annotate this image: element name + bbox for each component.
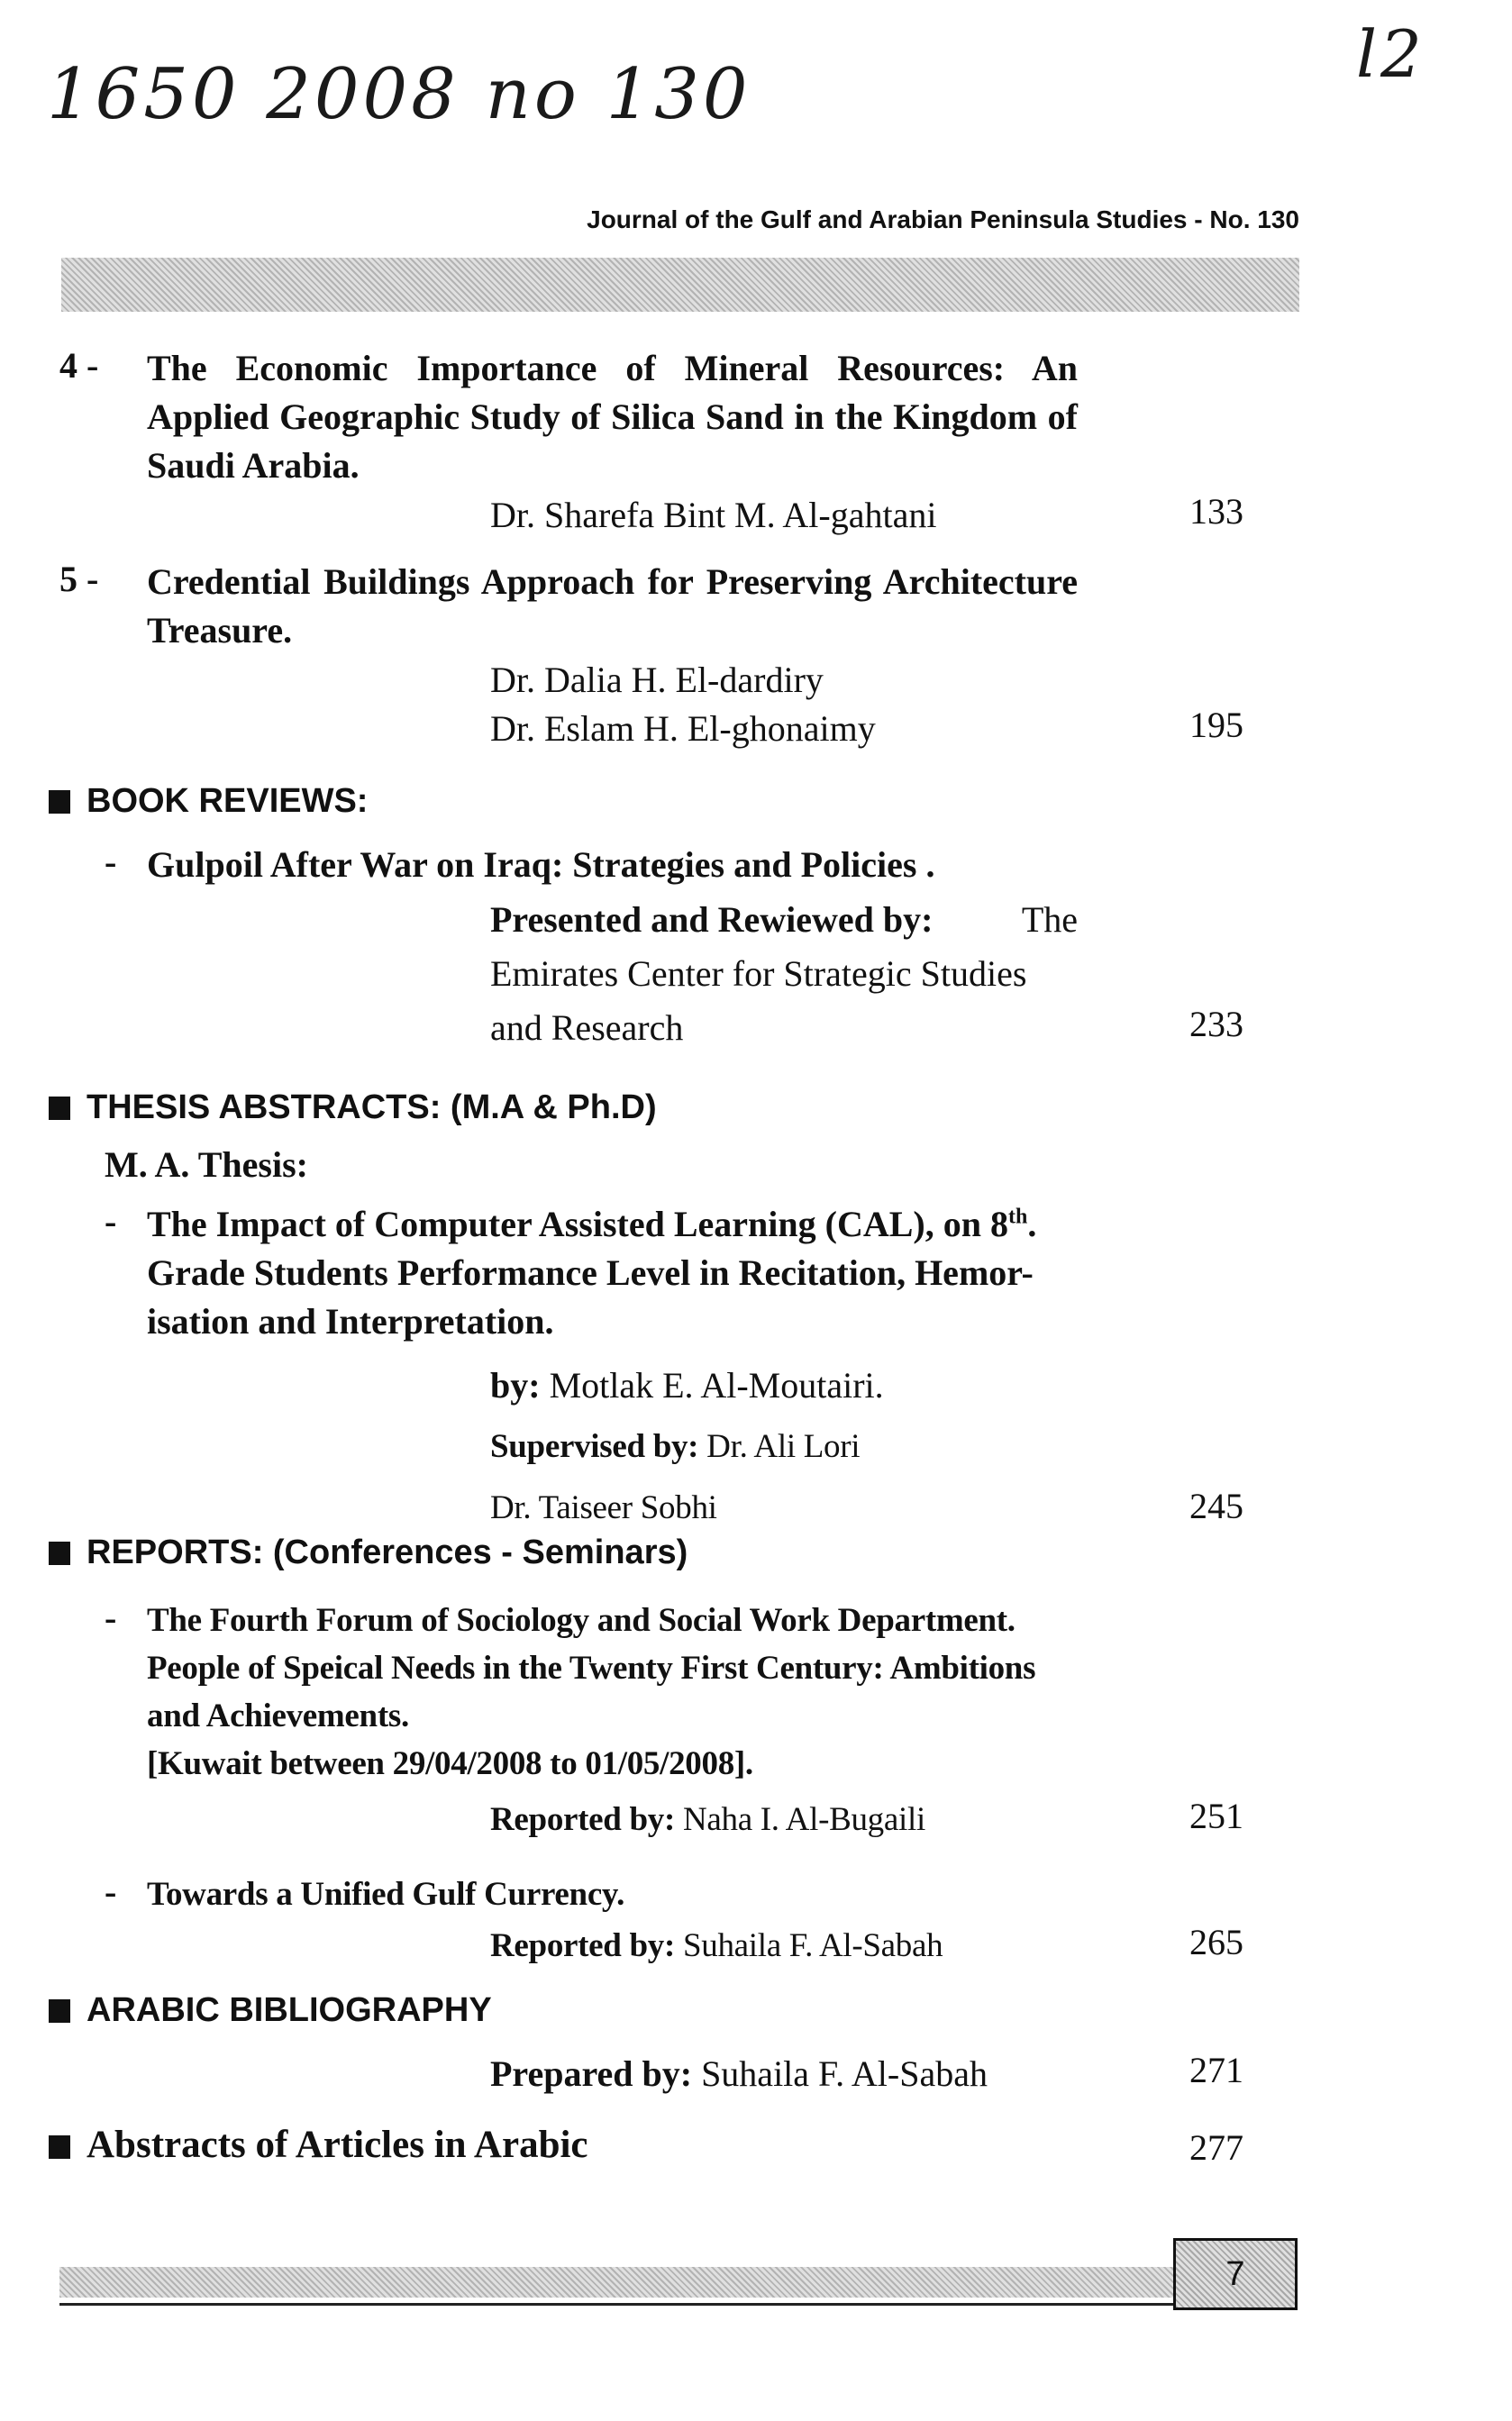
entry-author: Dr. Eslam H. El-ghonaimy: [490, 708, 876, 749]
thesis-title: The Impact of Computer Assisted Learning (CAL), on 8th. Grade Students Performance Level in Recitation, Hemor- isation and Interpretation.: [147, 1204, 1037, 1342]
footer-rule: [59, 2303, 1298, 2306]
credit-name-continued: and Research: [490, 1007, 684, 1048]
entry-page-number: 245: [1189, 1486, 1243, 1526]
thesis-supervisor: Dr. Taiseer Sobhi: [490, 1489, 717, 1526]
entry-author: Dr. Dalia H. El-dardiry: [490, 660, 824, 700]
entry-dash: -: [105, 1597, 117, 1638]
entry-author: Dr. Sharefa Bint M. Al-gahtani: [490, 495, 937, 535]
section-heading-book-reviews: BOOK REVIEWS:: [49, 782, 368, 821]
thesis-subheading: M. A. Thesis:: [105, 1144, 308, 1185]
book-review-title: Gulpoil After War on Iraq: Strategies and Policies .: [147, 844, 935, 885]
handwritten-corner-note: l2: [1356, 16, 1425, 92]
entry-page-number: 265: [1189, 1922, 1243, 1962]
journal-header-title: Journal of the Gulf and Arabian Peninsula Studies - No. 130: [587, 205, 1299, 233]
book-review-credit: [490, 895, 1078, 945]
section-heading-abstracts-arabic: Abstracts of Articles in Arabic: [49, 2123, 588, 2167]
footer-band: [59, 2267, 1177, 2298]
thesis-author: by: Motlak E. Al-Moutairi.: [490, 1365, 884, 1406]
report-title: The Fourth Forum of Sociology and Social Work Department. People of Speical Needs in the Twenty First Century: Ambitions and Achievements. [Kuwait between 29/04/2008 to 01/05/2008].: [147, 1602, 1036, 1782]
report-title: Towards a Unified Gulf Currency.: [147, 1876, 625, 1913]
handwritten-catalog-note: 1650 2008 no 130: [47, 54, 751, 135]
section-heading-arabic-bibliography: ARABIC BIBLIOGRAPHY: [49, 1991, 492, 2030]
entry-dash: -: [105, 1201, 117, 1242]
square-bullet-icon: [49, 2135, 70, 2159]
thesis-supervisor: Supervised by: Dr. Ali Lori: [490, 1428, 861, 1465]
entry-page-number: 277: [1189, 2127, 1243, 2168]
report-credit: Reported by: Suhaila F. Al-Sabah: [490, 1927, 943, 1964]
page-number-box: 7: [1173, 2238, 1298, 2310]
entry-page-number: 271: [1189, 2050, 1243, 2090]
bibliography-credit: Prepared by: Suhaila F. Al-Sabah: [490, 2053, 988, 2094]
credit-label: Presented and Rewiewed by:: [490, 899, 934, 940]
entry-dash: -: [105, 842, 117, 882]
entry-page-number: 233: [1189, 1004, 1243, 1044]
section-heading-thesis-abstracts: THESIS ABSTRACTS: (M.A & Ph.D): [49, 1088, 657, 1127]
entry-page-number: 195: [1189, 705, 1243, 745]
entry-page-number: 133: [1189, 491, 1243, 532]
square-bullet-icon: [49, 790, 70, 814]
entry-title: The Economic Importance of Mineral Resources: An Applied Geographic Study of Silica Sand in the Kingdom of Saudi Arabia.: [147, 348, 1078, 486]
entry-number: 5 -: [59, 559, 99, 599]
entry-page-number: 251: [1189, 1796, 1243, 1836]
square-bullet-icon: [49, 1999, 70, 2023]
entry-number: 4 -: [59, 345, 99, 386]
square-bullet-icon: [49, 1542, 70, 1565]
credit-name-continued: Emirates Center for Strategic Studies: [490, 953, 1027, 994]
report-credit: Reported by: Naha I. Al-Bugaili: [490, 1801, 925, 1838]
entry-dash: -: [105, 1871, 117, 1912]
header-band: [61, 258, 1299, 312]
section-heading-reports: REPORTS: (Conferences - Seminars): [49, 1534, 688, 1572]
entry-title: Credential Buildings Approach for Preserving Architecture Treasure.: [147, 561, 1078, 651]
credit-name: The: [1021, 899, 1078, 940]
square-bullet-icon: [49, 1097, 70, 1120]
